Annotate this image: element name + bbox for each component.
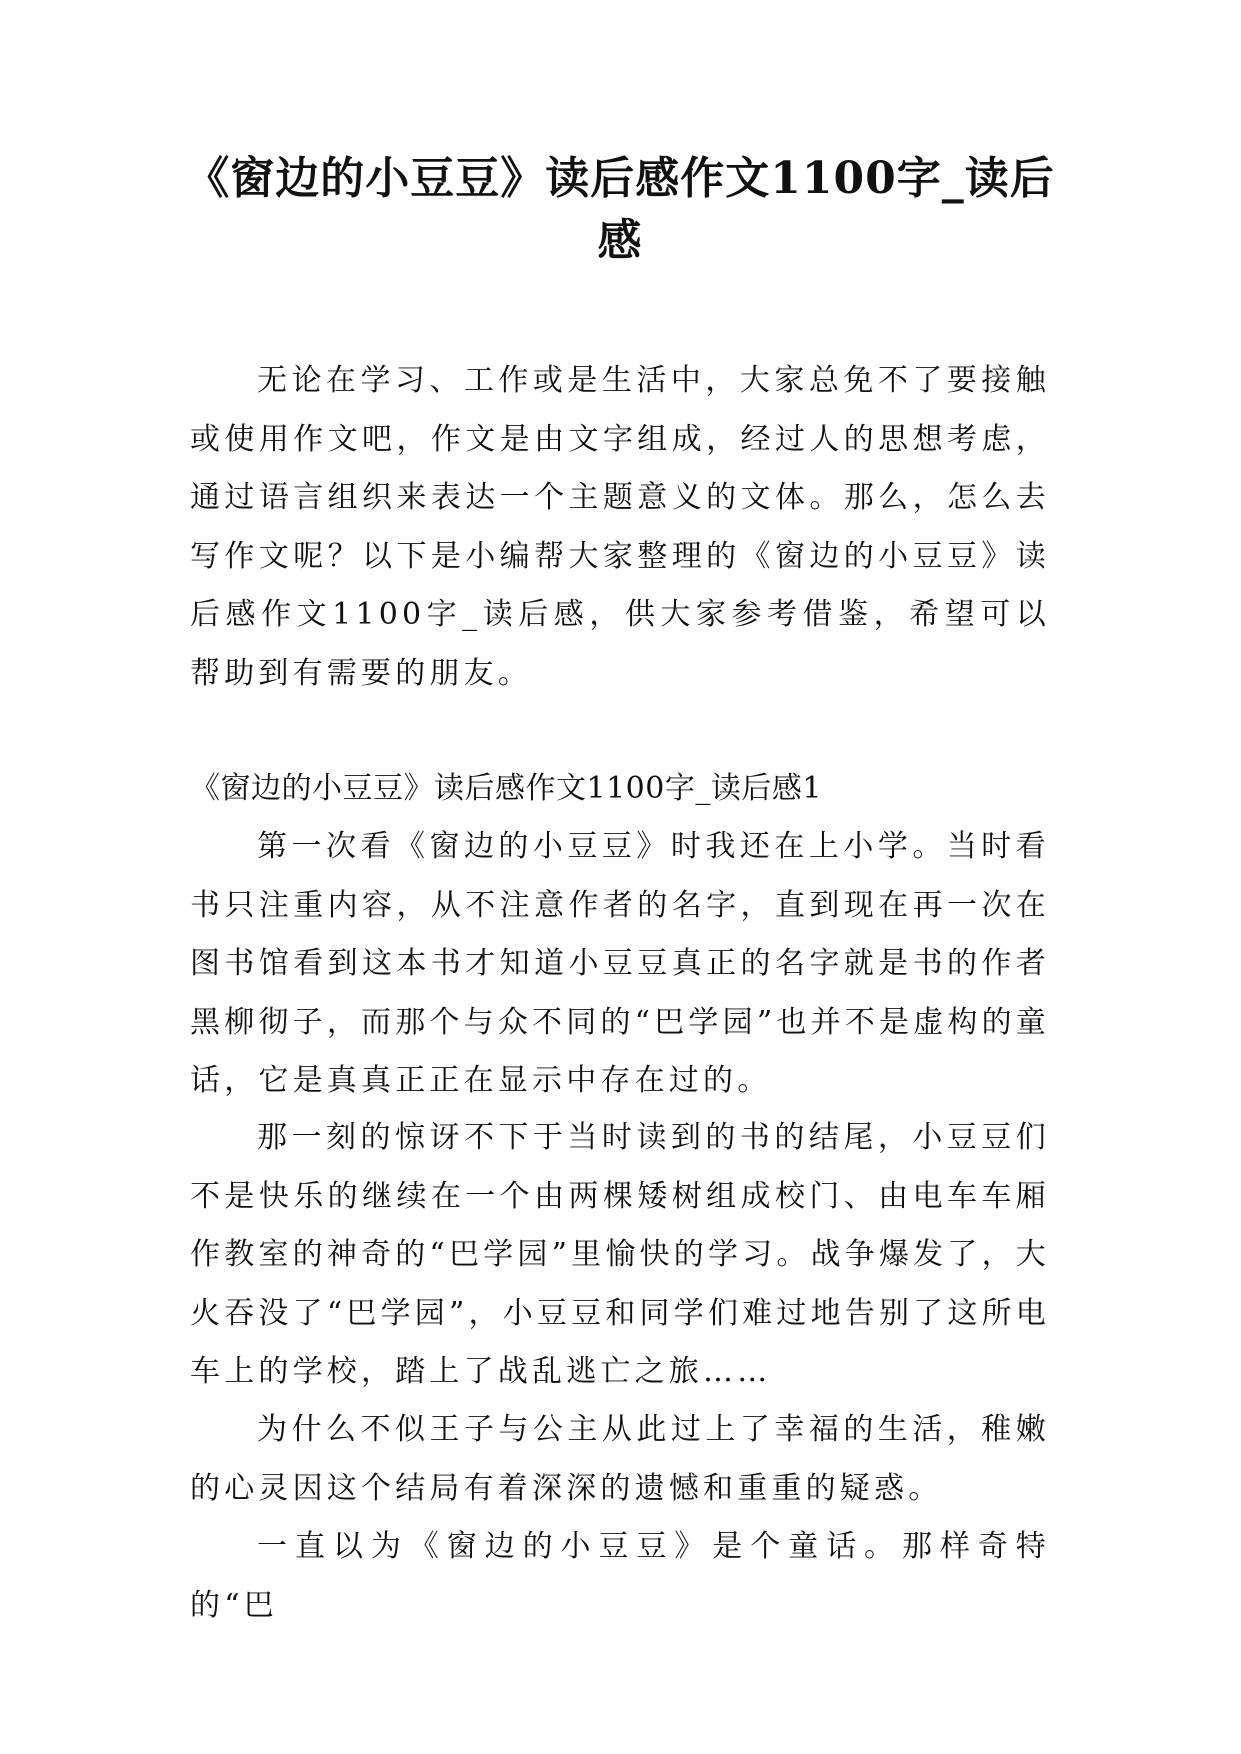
body-paragraph: 第一次看《窗边的小豆豆》时我还在上小学。当时看书只注重内容，从不注意作者的名字，直到现在再一次在图书馆看到这本书才知道小豆豆真正的名字就是书的作者黑柳彻子，而那个与众不同的“巴学园”也并不是虚构的童话，它是真真正正在显示中存在过的。 xyxy=(190,829,1050,1098)
section-heading: 《窗边的小豆豆》读后感作文1100字_读后感1 xyxy=(190,771,822,806)
body-paragraph: 为什么不似王子与公主从此过上了幸福的生活，稚嫩的心灵因这个结局有着深深的遗憾和重重的疑惑。 xyxy=(190,1412,1050,1506)
intro-paragraph: 无论在学习、工作或是生活中，大家总免不了要接触或使用作文吧，作文是由文字组成，经过人的思想考虑，通过语言组织来表达一个主题意义的文体。那么，怎么去写作文呢？以下是小编帮大家整理的《窗边的小豆豆》读后感作文1100字_读后感，供大家参考借鉴，希望可以帮助到有需要的朋友。 xyxy=(190,363,1050,691)
body-paragraph: 那一刻的惊讶不下于当时读到的书的结尾，小豆豆们不是快乐的继续在一个由两棵矮树组成校门、由电车车厢作教室的神奇的“巴学园”里愉快的学习。战争爆发了，大火吞没了“巴学园”，小豆豆和同学们难过地告别了这所电车上的学校，踏上了战乱逃亡之旅…… xyxy=(190,1120,1050,1389)
document-title: 《窗边的小豆豆》读后感作文1100字_读后感 xyxy=(185,153,1055,266)
body-paragraph: 一直以为《窗边的小豆豆》是个童话。那样奇特的“巴 xyxy=(190,1529,1050,1623)
